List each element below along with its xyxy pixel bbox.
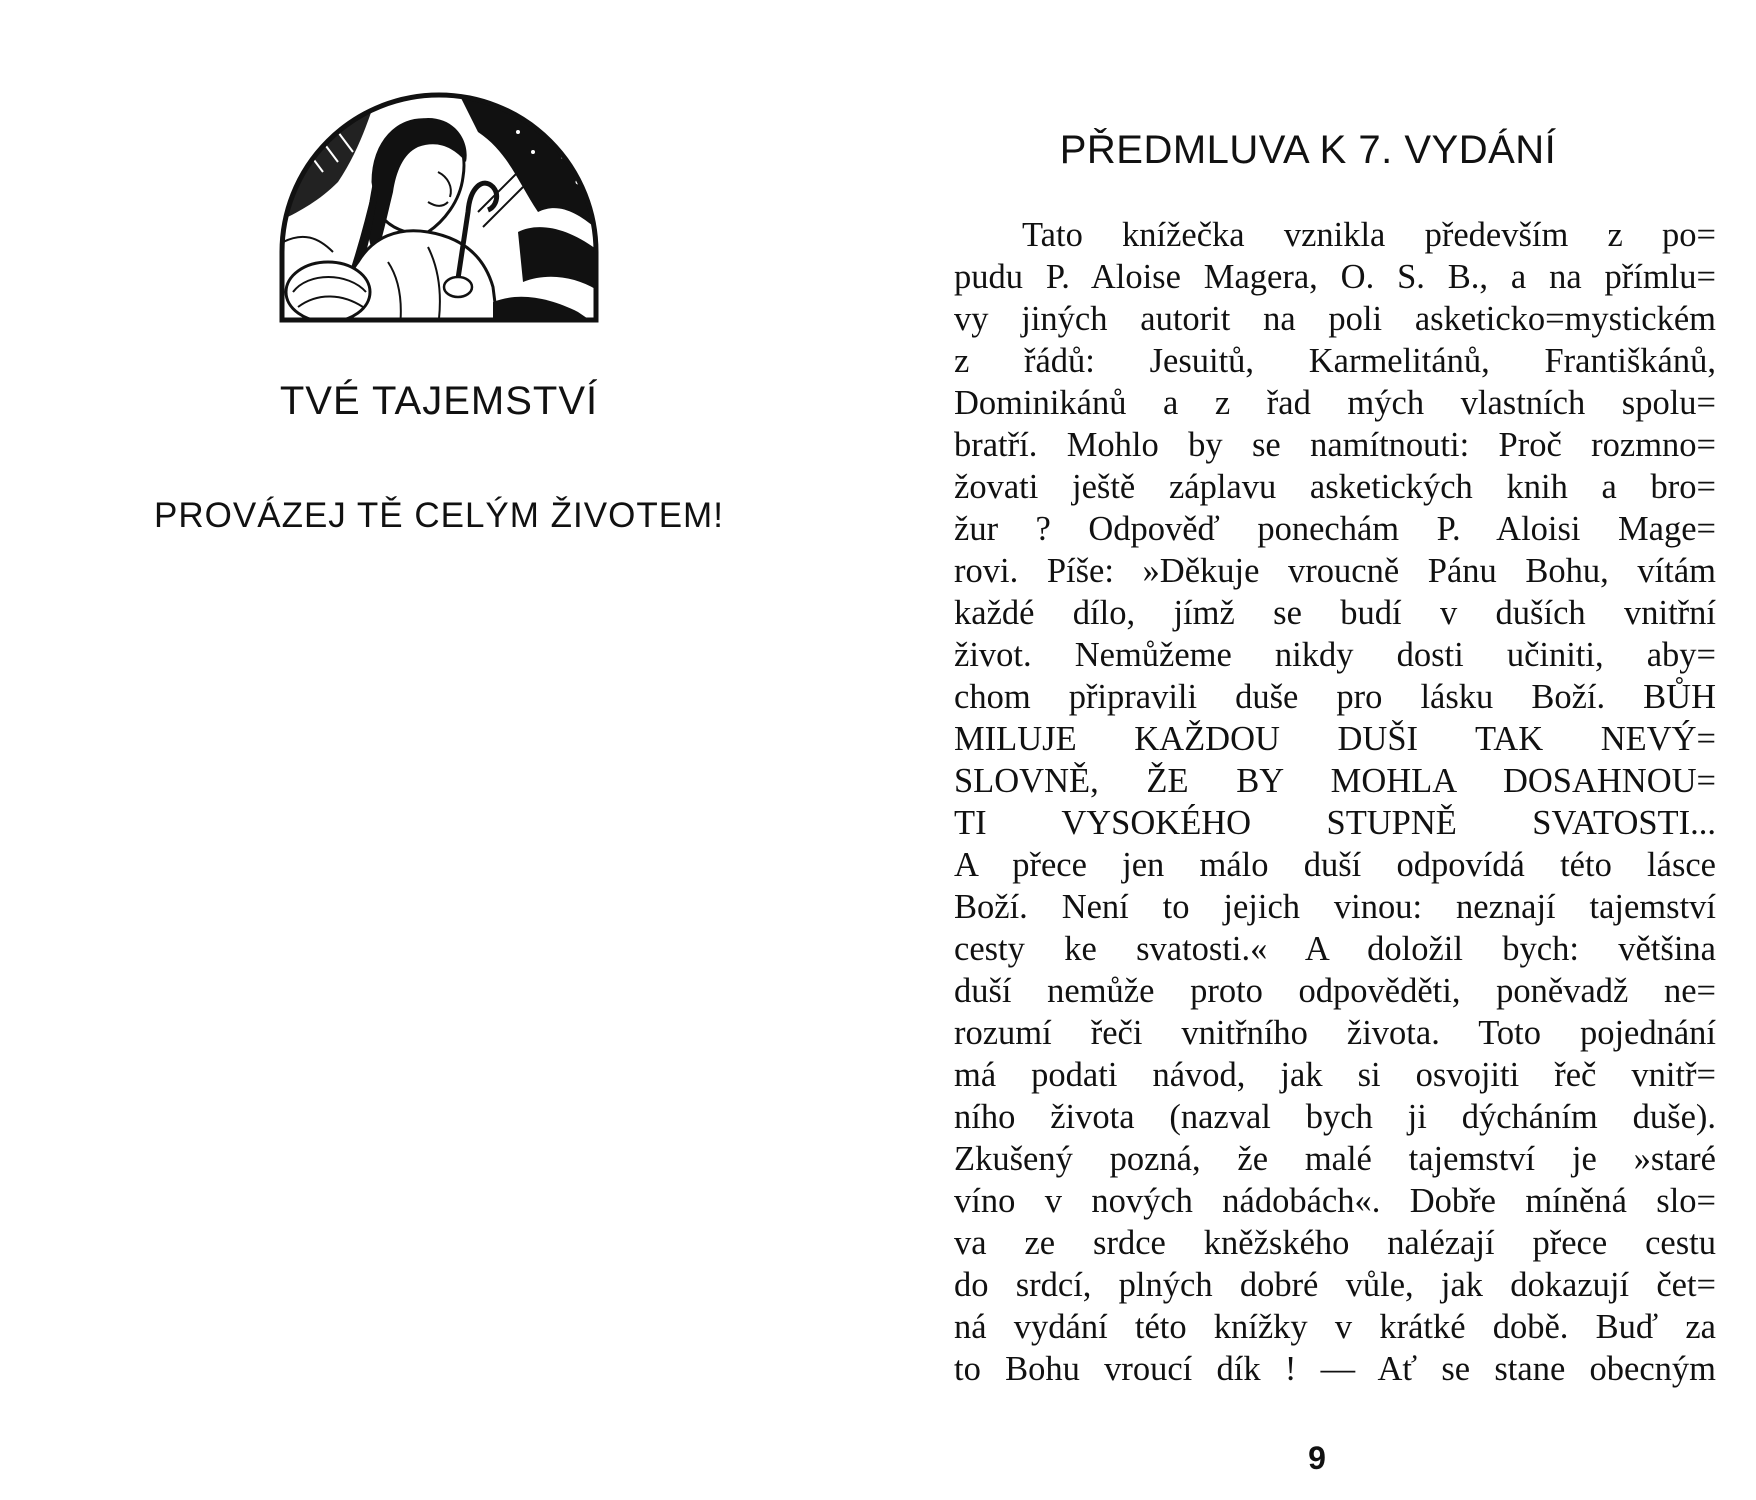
text-line: SLOVNĚ, ŽE BY MOHLA DOSAHNOU= <box>954 762 1716 800</box>
text-line: Dominikánů a z řad mých vlastních spolu= <box>954 384 1716 422</box>
text-line: duší nemůže proto odpověděti, poněvadž ne= <box>954 972 1716 1010</box>
text-line: cesty ke svatosti.« A doložil bych: většina <box>954 930 1716 968</box>
text-line: žovati ještě záplavu asketických knih a bro= <box>954 468 1716 506</box>
text-line: bratří. Mohlo by se namítnouti: Proč rozmno= <box>954 426 1716 464</box>
text-line: A přece jen málo duší odpovídá této lásce <box>954 846 1716 884</box>
text-line: vy jiných autorit na poli asketicko=mystickém <box>954 300 1716 338</box>
text-line: ná vydání této knížky v krátké době. Buď za <box>954 1308 1716 1346</box>
text-line: to Bohu vroucí dík ! — Ať se stane obecným <box>954 1350 1716 1388</box>
text-line: z řádů: Jesuitů, Karmelitánů, Františkánů, <box>954 342 1716 380</box>
text-line: rovi. Píše: »Děkuje vroucně Pánu Bohu, vítám <box>954 552 1716 590</box>
text-line: každé dílo, jímž se budí v duších vnitřní <box>954 594 1716 632</box>
text-line: Zkušený pozná, že malé tajemství je »staré <box>954 1140 1716 1178</box>
text-line: TI VYSOKÉHO STUPNĚ SVATOSTI... <box>954 804 1716 842</box>
text-line: do srdcí, plných dobré vůle, jak dokazují čet= <box>954 1266 1716 1304</box>
dedication-subtitle: PROVÁZEJ TĚ CELÝM ŽIVOTEM! <box>154 496 724 535</box>
text-line: má podati návod, jak si osvojiti řeč vnitř= <box>954 1056 1716 1094</box>
text-line: žur ? Odpověď ponechám P. Aloisi Mage= <box>954 510 1716 548</box>
text-line: va ze srdce kněžského nalézají přece cestu <box>954 1224 1716 1262</box>
text-line: ního života (nazval bych ji dýcháním duše). <box>954 1098 1716 1136</box>
page-number: 9 <box>1308 1440 1326 1476</box>
text-line: Boží. Není to jejich vinou: neznají tajemství <box>954 888 1716 926</box>
preface-heading: PŘEDMLUVA K 7. VYDÁNÍ <box>1059 128 1557 172</box>
text-line: Tato knížečka vznikla především z po= <box>1022 216 1716 254</box>
woodcut-vignette-image <box>278 62 600 327</box>
text-line: víno v nových nádobách«. Dobře míněná slo= <box>954 1182 1716 1220</box>
preface-body <box>954 214 1716 1390</box>
text-line: život. Nemůžeme nikdy dosti učiniti, aby= <box>954 636 1716 674</box>
text-line: chom připravili duše pro lásku Boží. BŮH <box>954 678 1716 716</box>
text-line: MILUJE KAŽDOU DUŠI TAK NEVÝ= <box>954 720 1716 758</box>
dedication-title: TVÉ TAJEMSTVÍ <box>279 379 599 423</box>
text-line: rozumí řeči vnitřního života. Toto pojednání <box>954 1014 1716 1052</box>
right-page <box>878 0 1756 1500</box>
text-line: pudu P. Aloise Magera, O. S. B., a na přímlu= <box>954 258 1716 296</box>
